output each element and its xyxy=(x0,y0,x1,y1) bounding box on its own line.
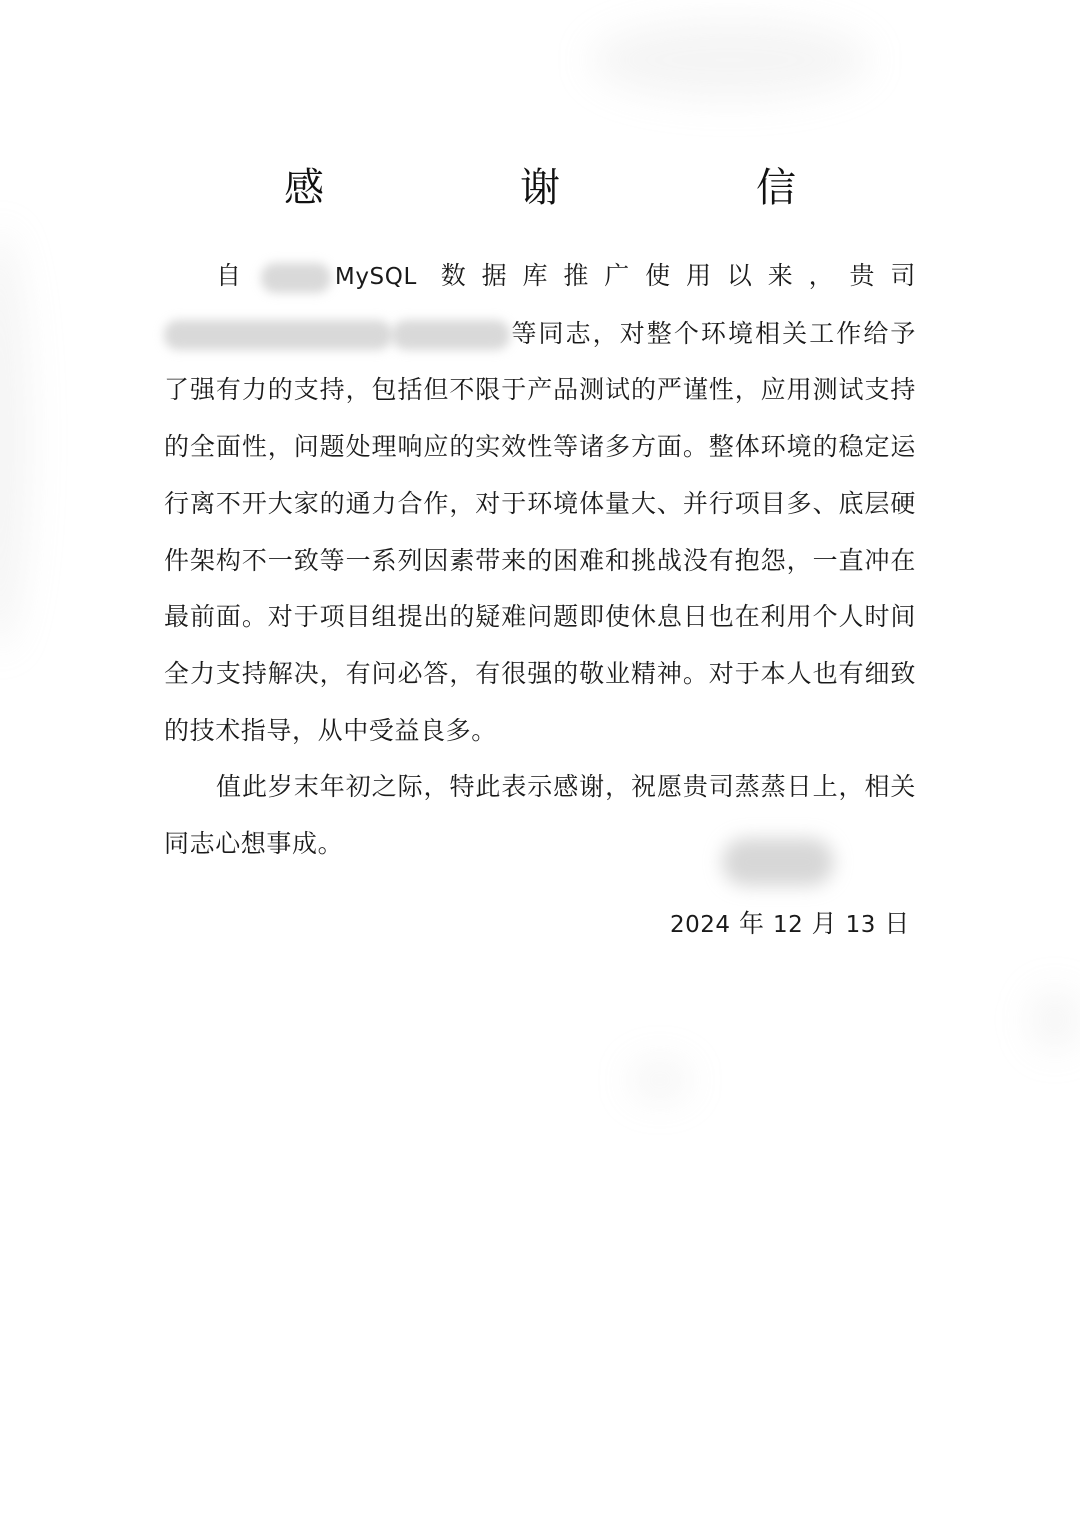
paragraph-2: 值此岁末年初之际，特此表示感谢，祝愿贵司蒸蒸日上，相关同志心想事成。 xyxy=(164,772,916,859)
paragraph-1-start: 自 xyxy=(216,261,257,290)
paragraph-1-body: 等同志，对整个环境相关工作给予了强有力的支持，包括但不限于产品测试的严谨性，应用测试支持的全面性，问题处理响应的实效性等诸多方面。整体环境的稳定运行离不开大家的通力合作，对于环境体量大、并行项目多、底层硬件架构不一致等一系列因素带来的困难和挑战没有抱怨，一直冲在最前面。对于项目组提出的疑难问题即使休息日也在利用个人时间全力支持解决，有问必答，有很强的敬业精神。对于本人也有细致的技术指导，从中受益良多。 xyxy=(164,318,916,745)
letter-title: 感 谢 信 xyxy=(284,165,874,211)
redacted-names xyxy=(392,320,510,350)
product-name: MySQL xyxy=(334,264,417,290)
scan-smudge xyxy=(0,230,30,650)
date-month: 12 xyxy=(772,912,804,938)
scan-smudge xyxy=(630,1060,690,1100)
redacted-text xyxy=(261,263,331,293)
letter-body xyxy=(164,248,916,873)
redacted-names xyxy=(164,320,392,350)
date-year-unit: 年 xyxy=(730,909,773,938)
letter-date xyxy=(670,904,920,945)
date-day: 13 xyxy=(845,912,876,938)
scan-smudge xyxy=(590,20,870,100)
paragraph-1-text: 数据库推广使用以来，贵司 xyxy=(416,261,916,290)
scan-smudge xyxy=(1030,990,1080,1050)
date-month-unit: 月 xyxy=(803,909,846,938)
date-day-unit: 日 xyxy=(875,909,910,938)
redacted-signature xyxy=(722,838,834,886)
date-year: 2024 xyxy=(670,912,731,938)
paragraph-1 xyxy=(164,248,916,759)
